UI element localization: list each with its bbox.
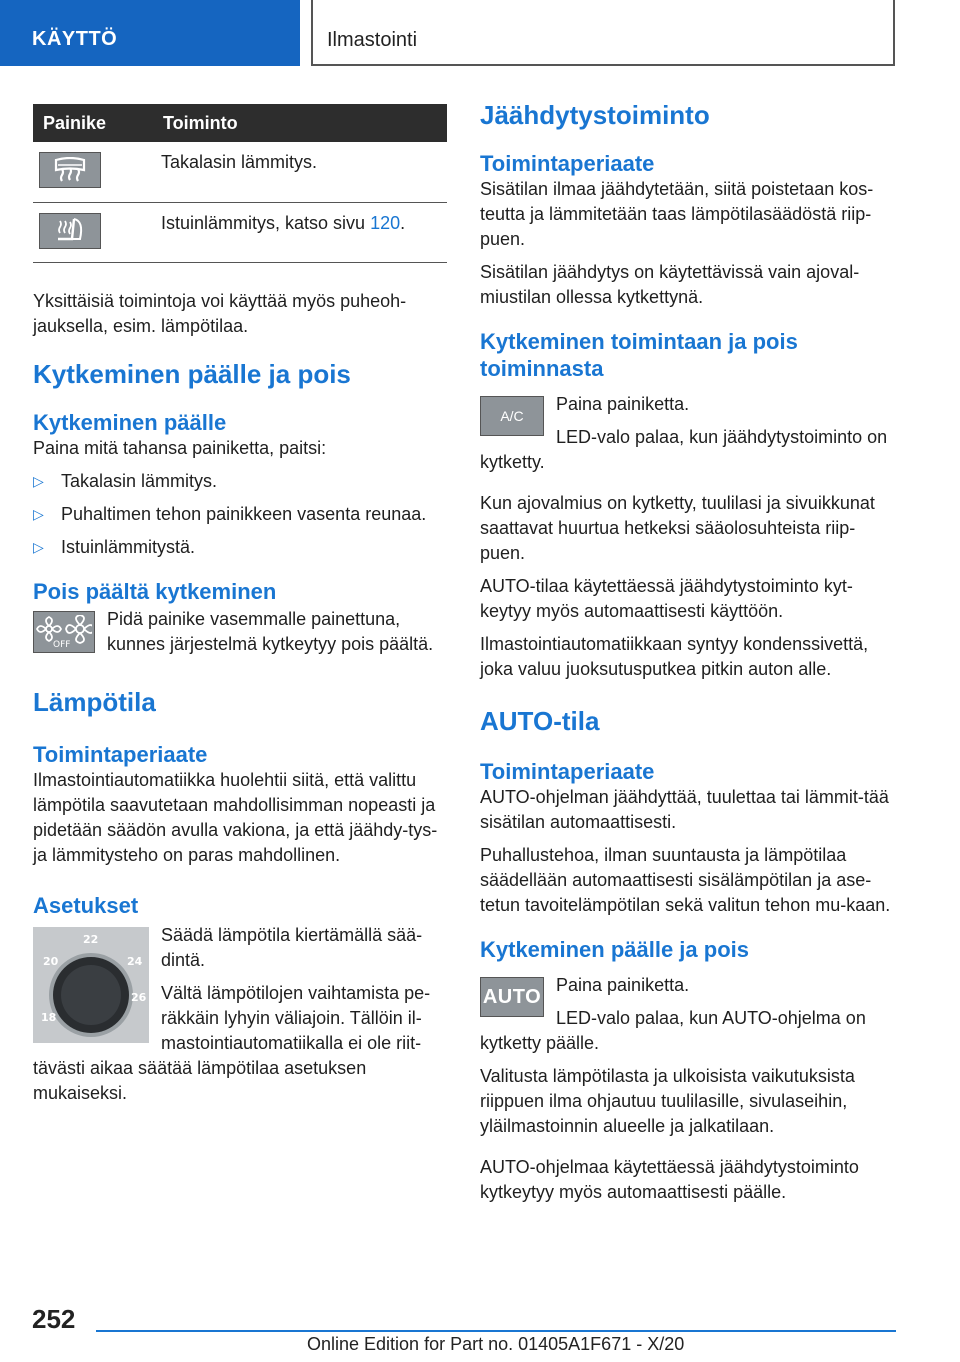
heading-temperature: Lämpötila bbox=[33, 686, 156, 717]
left-column bbox=[33, 104, 447, 1114]
svg-text:20: 20 bbox=[43, 954, 59, 968]
header-chapter-frame bbox=[311, 0, 895, 66]
svg-text:OFF: OFF bbox=[53, 639, 71, 649]
seat-heating-icon bbox=[39, 213, 101, 249]
fan-off-icon bbox=[33, 611, 95, 653]
list-item: ▷ Takalasin lämmitys. bbox=[33, 469, 447, 494]
heading-auto-switch: Kytkeminen päälle ja pois bbox=[480, 937, 749, 962]
switch-on-text: Paina mitä tahansa painiketta, paitsi: bbox=[33, 437, 327, 458]
table-cell-function: Istuinlämmitys, katso sivu 120. bbox=[153, 202, 447, 262]
page-link[interactable]: 120 bbox=[370, 212, 401, 233]
auto-cool-paragraph: AUTO-tilaa käytettäessä jäähdytystoiminto kyt‐keytyy myös automaattisesti käyttöön. bbox=[480, 576, 853, 621]
table-header-button: Painike bbox=[33, 104, 153, 142]
heading-switch-on: Kytkeminen päälle bbox=[33, 409, 227, 435]
exception-list bbox=[33, 469, 447, 560]
auto-paragraph-2: Puhallustehoa, ilman suuntausta ja lämpötilaa säädellään automaattisesti sisälämpötilan ja ase‐tetun tavoitelämpötilan sekä valitun tehon mu‐kaan. bbox=[480, 845, 891, 915]
table-header-function: Toiminto bbox=[153, 104, 447, 142]
cool-paragraph-2: Sisätilan jäähdytys on käytettävissä vain ajoval‐miustilan ollessa kytkettynä. bbox=[480, 262, 860, 307]
auto-text-1: Paina painiketta. bbox=[556, 975, 690, 995]
svg-text:22: 22 bbox=[83, 932, 99, 946]
header-section-tab bbox=[0, 0, 300, 66]
heading-temp-principle: Toimintaperiaate bbox=[33, 741, 208, 767]
footer-divider bbox=[96, 1330, 896, 1332]
cool-paragraph-1: Sisätilan ilmaa jäähdytetään, siitä poistetaan kos‐teutta ja lämmitetään taas lämpötilasäädöstä riip‐puen. bbox=[480, 179, 874, 249]
header-section-label: KÄYTTÖ bbox=[32, 28, 118, 50]
table-header-row bbox=[33, 104, 447, 142]
function-table bbox=[33, 104, 447, 263]
auto-paragraph-6: AUTO-ohjelmaa käytettäessä jäähdytystoiminto kytkeytyy myös automaattisesti päälle. bbox=[480, 1157, 859, 1202]
heading-auto: AUTO-tila bbox=[480, 706, 600, 736]
auto-button-icon: AUTO bbox=[480, 977, 544, 1017]
ac-text-1: Paina painiketta. bbox=[556, 394, 690, 414]
table-row bbox=[33, 202, 447, 262]
header-chapter-label: Ilmastointi bbox=[327, 29, 418, 51]
temp-principle-text: Ilmastointiautomatiikka huolehtii siitä, että valittu lämpötila saavutetaan mahdollisimman nopeasti ja pidetään säädön avulla vakiona, ja että jäähdy‐tys- ja lämmitysteho on paras mahdollinen. bbox=[33, 769, 438, 865]
auto-paragraph-1: AUTO-ohjelman jäähdyttää, tuulettaa tai lämmit‐tää sisätilan automaattisesti. bbox=[480, 787, 889, 832]
svg-text:18: 18 bbox=[41, 1010, 57, 1024]
table-row bbox=[33, 142, 447, 202]
heading-settings: Asetukset bbox=[33, 892, 139, 918]
list-item: ▷ Istuinlämmitystä. bbox=[33, 535, 447, 560]
list-item: ▷ Puhaltimen tehon painikkeen vasenta reunaa. bbox=[33, 502, 447, 527]
heading-switch-off: Pois päältä kytkeminen bbox=[33, 578, 277, 604]
heading-cool-switch: Kytkeminen toimintaan ja pois toiminnasta bbox=[480, 329, 798, 381]
heading-cooling: Jäähdytystoiminto bbox=[480, 100, 710, 130]
svg-text:24: 24 bbox=[127, 954, 143, 968]
ac-text-2: LED-valo palaa, kun jäähdytystoiminto on kytketty. bbox=[480, 427, 888, 472]
settings-text-2: Vältä lämpötilojen vaihtamista pe‐räkkäin lyhyin väliajoin. Tällöin il‐mastointiautomatiikalla ei ole riit‐tävästi aikaa säätää lämpötilaa asetuksen mukaiseksi. bbox=[33, 982, 431, 1103]
auto-text-2: LED-valo palaa, kun AUTO-ohjelma on kytketty päälle. bbox=[480, 1008, 866, 1053]
intro-paragraph: Yksittäisiä toimintoja voi käyttää myös puheoh‐jauksella, esim. lämpötilaa. bbox=[33, 290, 407, 336]
rear-window-defrost-icon bbox=[39, 152, 101, 188]
settings-text-1: Säädä lämpötila kiertämällä sää‐dintä. bbox=[161, 924, 423, 970]
right-column bbox=[480, 100, 896, 1213]
footer-edition: Online Edition for Part no. 01405A1F671 - X/20 bbox=[307, 1334, 685, 1354]
auto-paragraph-5: Valitusta lämpötilasta ja ulkoisista vaikutuksista riippuen ilma ohjautuu tuulilasille, sivulaseihin, yläilmastoinnin alueelle ja jalkatilaan. bbox=[480, 1066, 855, 1136]
heading-cool-principle: Toimintaperiaate bbox=[480, 151, 655, 176]
heading-auto-principle: Toimintaperiaate bbox=[480, 759, 655, 784]
switch-off-text: Pidä painike vasemmalle painettuna, kunnes järjestelmä kytkeytyy pois päältä. bbox=[107, 608, 434, 654]
condense-paragraph: Ilmastointiautomatiikkaan syntyy kondenssivettä, joka valuu juoksutusputkea pitkin auton alle. bbox=[480, 634, 869, 679]
svg-text:26: 26 bbox=[131, 990, 147, 1004]
table-cell-function: Takalasin lämmitys. bbox=[153, 142, 447, 202]
fog-paragraph: Kun ajovalmius on kytketty, tuulilasi ja sivuikkunat saattavat huurtua hetkeksi sääolosuhteista riip‐puen. bbox=[480, 493, 875, 563]
ac-button-icon: A/C bbox=[480, 396, 544, 436]
page-number: 252 bbox=[32, 1304, 76, 1334]
heading-switch: Kytkeminen päälle ja pois bbox=[33, 358, 351, 389]
temperature-dial-image bbox=[33, 927, 149, 1043]
